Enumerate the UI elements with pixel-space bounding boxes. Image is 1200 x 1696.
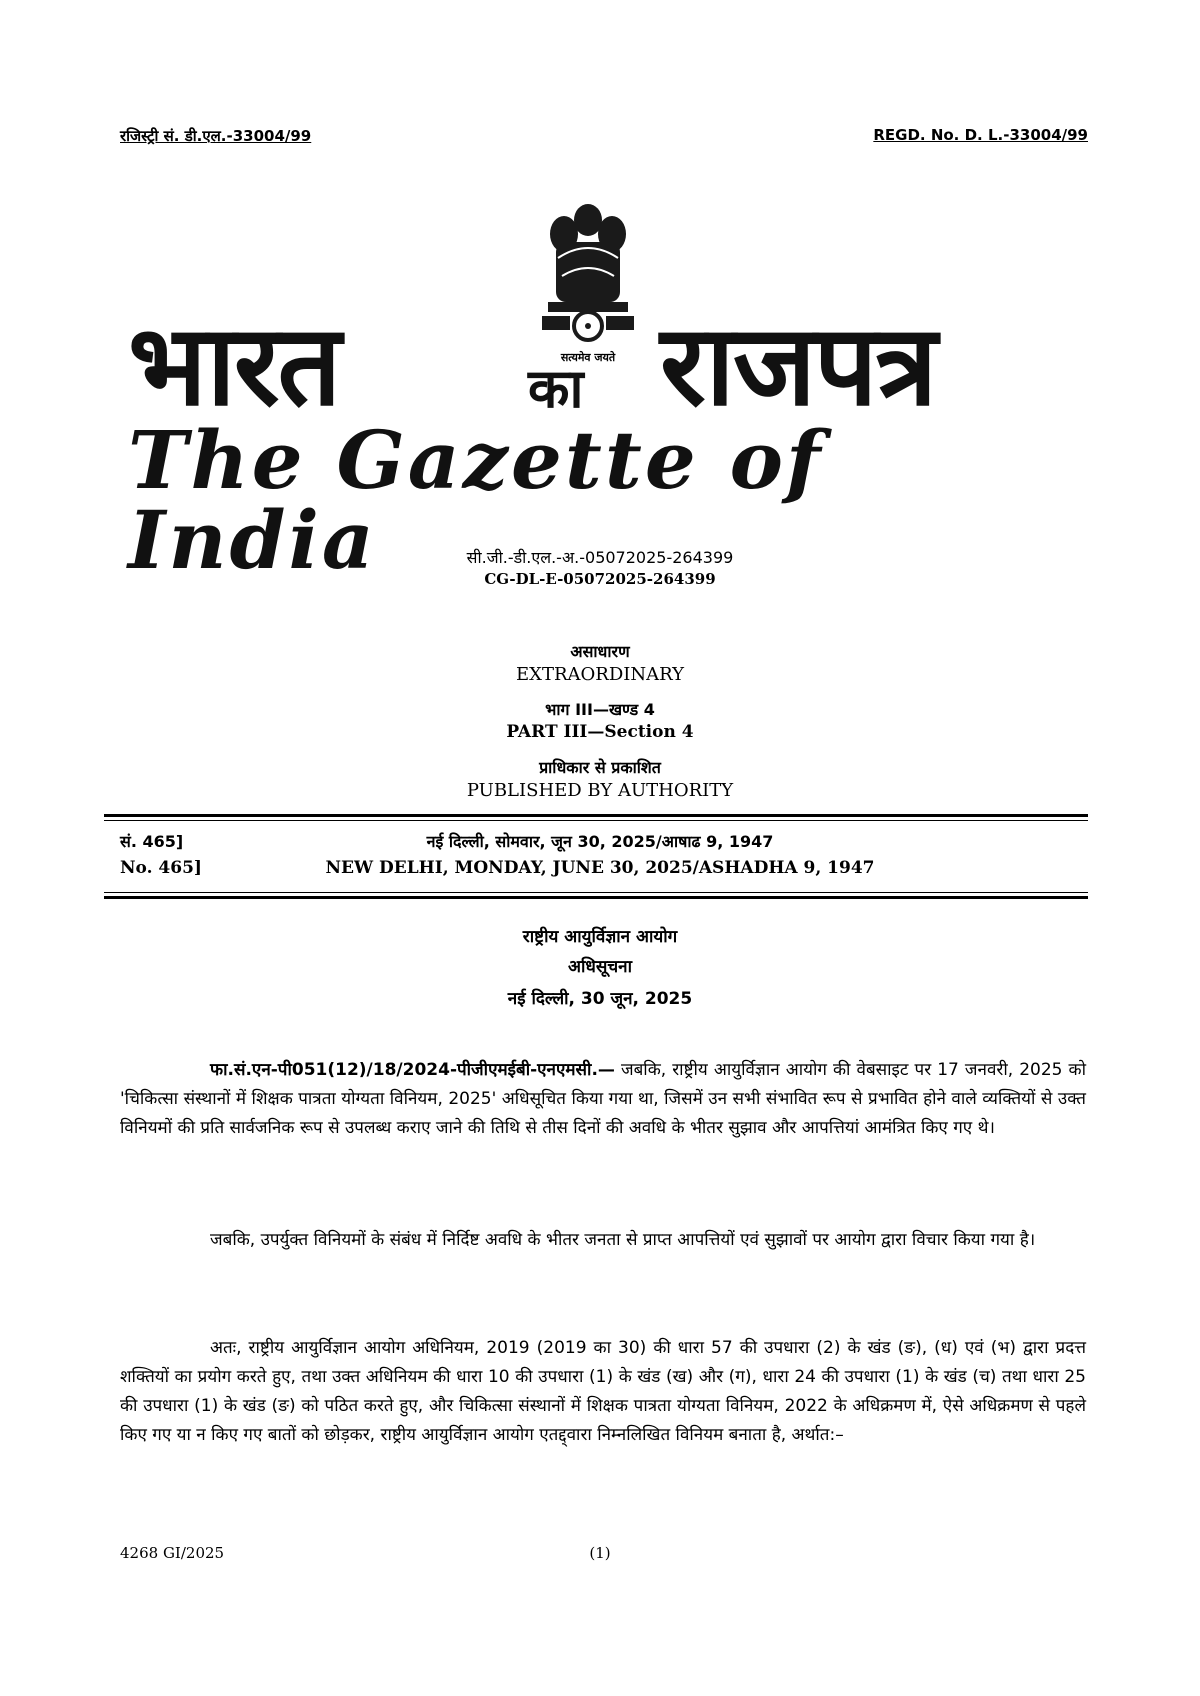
footer-code: 4268 GI/2025: [120, 1544, 225, 1562]
masthead-hindi-bharat: भारत: [128, 301, 340, 431]
masthead-hindi-rajpatra: राजपत्र: [660, 301, 936, 431]
file-reference: फा.सं.एन-पी051(12)/18/2024-पीजीएमईबी-एनएमसी.—: [210, 1060, 615, 1080]
gazette-code-hindi: सी.जी.-डी.एल.-अ.-05072025-264399: [466, 548, 734, 567]
part-section-hindi: भाग III—खण्ड 4: [545, 700, 655, 719]
issue-date-hindi: नई दिल्ली, सोमवार, जून 30, 2025/आषाढ 9, 1947: [426, 832, 774, 851]
issue-date-english: NEW DELHI, MONDAY, JUNE 30, 2025/ASHADHA 9, 1947: [325, 858, 875, 878]
top-rule-thick: [104, 814, 1088, 817]
paragraph-2: जबकि, उपर्युक्त विनियमों के संबंध में निर्दिष्ट अवधि के भीतर जनता से प्राप्त आपत्तियों एवं सुझावों पर आयोग द्वारा विचार किया गया है।: [210, 1230, 1036, 1250]
notice-place-date: नई दिल्ली, 30 जून, 2025: [507, 989, 693, 1009]
top-rule-thin: [104, 820, 1088, 821]
registration-number-english: REGD. No. D. L.-33004/99: [873, 126, 1088, 144]
authority-english: PUBLISHED BY AUTHORITY: [466, 780, 734, 801]
masthead-hindi-ka: का: [528, 357, 582, 420]
registration-number-hindi: रजिस्ट्री सं. डी.एल.-33004/99: [120, 127, 312, 145]
issue-number-hindi: सं. 465]: [120, 832, 184, 851]
page-number: (1): [589, 1544, 611, 1562]
masthead-english: The Gazette of India: [128, 413, 824, 587]
edition-english: EXTRAORDINARY: [516, 664, 684, 685]
notice-type: अधिसूचना: [568, 957, 632, 977]
national-emblem-icon: [528, 198, 648, 348]
paragraph-3: अतः, राष्ट्रीय आयुर्विज्ञान आयोग अधिनियम, 2019 (2019 का 30) की धारा 57 की उपधारा (2) के खंड (ङ), (ध) एवं (भ) द्वारा प्रदत्त शक्तियों का प्रयोग करते हुए, तथा उक्त अधिनियम की धारा 10 की उपधारा (1) के खंड (ख) और (ग), धारा 24 की उपधारा (1) के खंड (च) तथा धारा 25 की उपधारा (1) के खंड (ङ) को पठित करते हुए, और चिकित्सा संस्थानों में शिक्षक पात्रता योग्यता विनियम, 2022 के अधिक्रमण में, ऐसे अधिक्रमण से पहले किए गए या न किए गए बातों को छोड़कर, राष्ट्रीय आयुर्विज्ञान आयोग एतद्द्वारा निम्नलिखित विनियम बनाता है, अर्थात:–: [120, 1338, 1087, 1445]
edition-hindi: असाधारण: [570, 642, 630, 661]
bottom-rule-thin: [104, 892, 1088, 893]
part-section-english: PART III—Section 4: [506, 722, 694, 742]
notice-organisation: राष्ट्रीय आयुर्विज्ञान आयोग: [522, 927, 678, 947]
gazette-code-english: CG-DL-E-05072025-264399: [484, 570, 716, 588]
bottom-rule-thick: [104, 896, 1088, 899]
paragraph-1-text: जबकि, राष्ट्रीय आयुर्विज्ञान आयोग की वेबसाइट पर 17 जनवरी, 2025 को 'चिकित्सा संस्थानों में शिक्षक पात्रता योग्यता विनियम, 2025' अधिसूचित किया गया था, जिसमें उन सभी संभावित रूप से प्रभावित होने वाले व्यक्तियों से उक्त विनियमों की प्रति सार्वजनिक रूप से उपलब्ध कराए जाने की तिथि से तीस दिनों की अवधि के भीतर सुझाव और आपत्तियां आमंत्रित किए गए थे।: [120, 1060, 1086, 1138]
issue-number-english: No. 465]: [120, 858, 202, 878]
emblem-motto: सत्यमेव जयते: [560, 351, 616, 364]
paragraph-1: [120, 1056, 1086, 1143]
authority-hindi: प्राधिकार से प्रकाशित: [539, 758, 661, 777]
